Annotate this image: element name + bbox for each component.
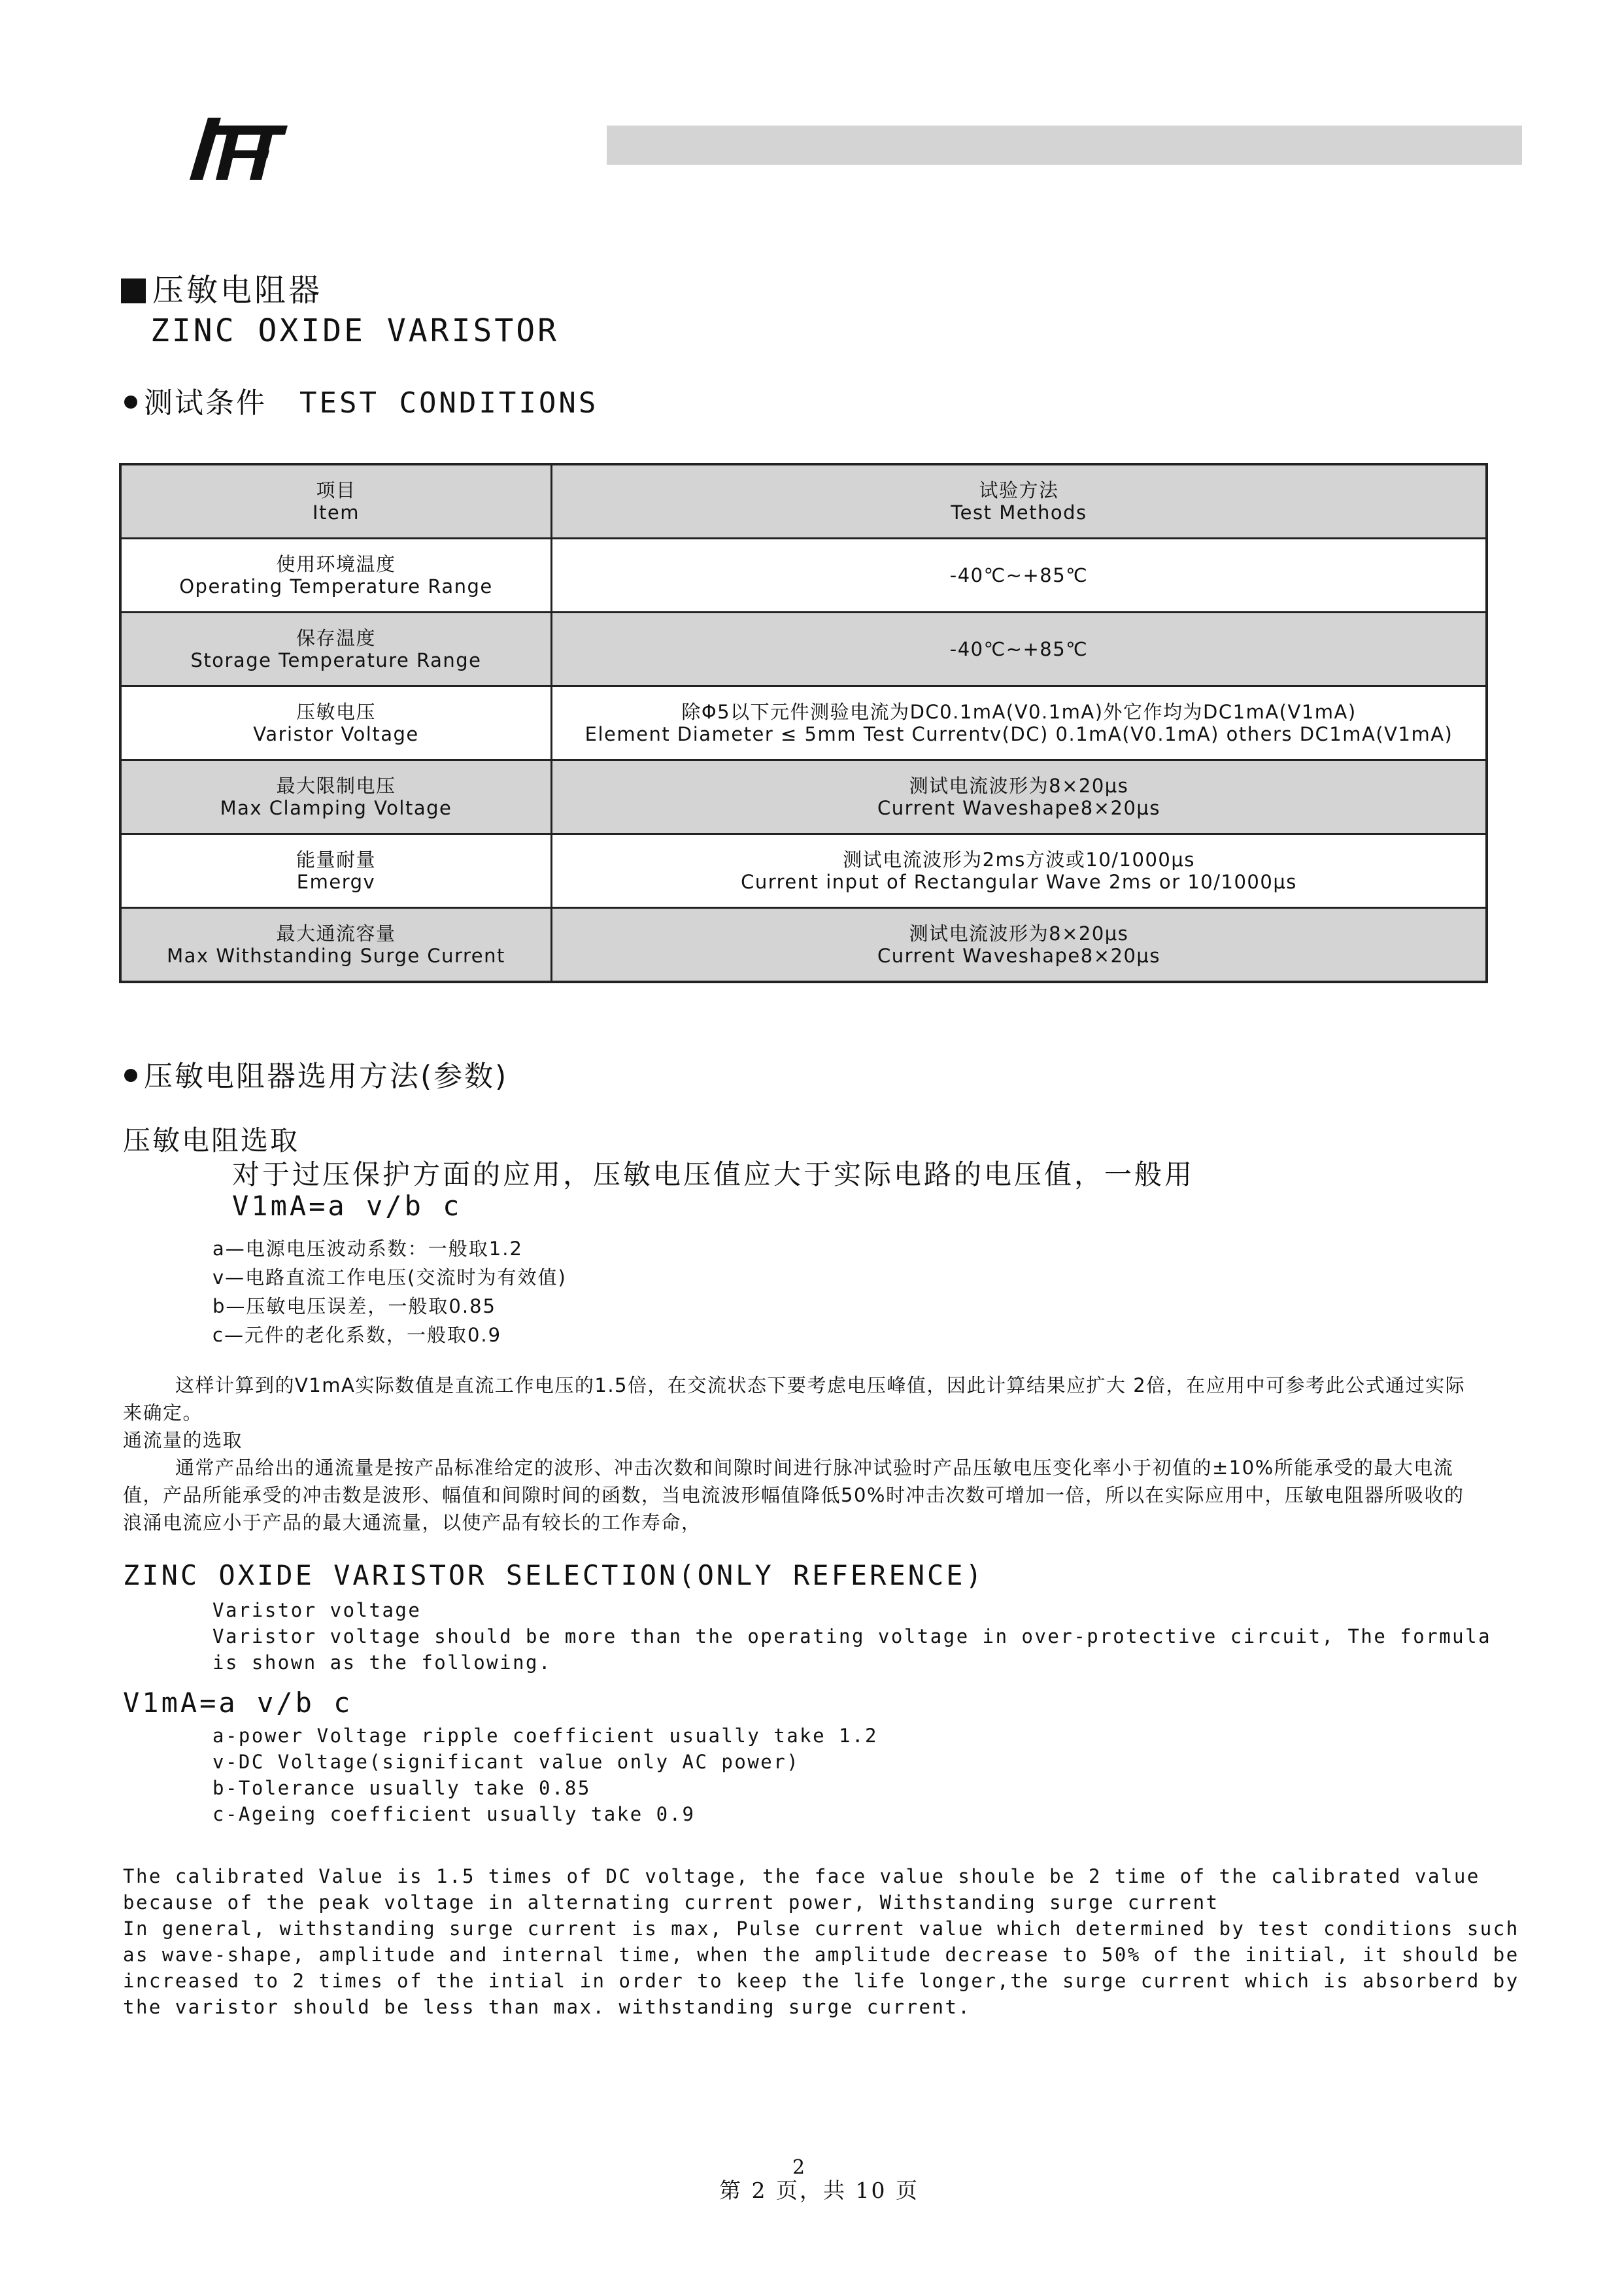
surge-paragraph: In general, withstanding surge current is max, Pulse current value which determined by test conditions such as wave-shape, amplitude and internal time, when the amplitude decrease to 50% of the initial, it should be increased to 2 times of the intial in order to keep the life longer,the surge current which is absorberd by the varistor should be less than max. withstanding surge current. xyxy=(123,1917,1519,2018)
page-title-cn: 压敏电阻器 xyxy=(121,265,322,310)
definition-item: b-Tolerance usually take 0.85 xyxy=(212,1777,591,1799)
formula-cn: V1mA=a v/b c xyxy=(232,1190,462,1222)
table-cell-method: 测试电流波形为2ms方波或10/1000μs Current input of Rectangular Wave 2ms or 10/1000μs xyxy=(552,834,1487,908)
table-row xyxy=(120,760,1487,834)
definition-item: a-power Voltage ripple coefficient usually take 1.2 xyxy=(212,1725,878,1747)
table-cell-item: 能量耐量 Emergv xyxy=(120,834,552,908)
table-cell-method: 除Φ5以下元件测验电流为DC0.1mA(V0.1mA)外它作均为DC1mA(V1mA) Element Diameter ≤ 5mm Test Currentv(DC) 0.1mA(V0.1mA) others DC1mA(V1mA) xyxy=(552,686,1487,760)
explanation-en xyxy=(123,1863,1529,2020)
definition-item: c—元件的老化系数，一般取0.9 xyxy=(212,1324,502,1346)
formula-en: V1mA=a v/b c xyxy=(123,1687,353,1719)
selection-rule-cn: 对于过压保护方面的应用，压敏电压值应大于实际电路的电压值，一般用 xyxy=(232,1158,1195,1190)
varistor-voltage-heading: Varistor voltage xyxy=(212,1599,422,1621)
table-header-method: 试验方法 Test Methods xyxy=(552,464,1487,539)
table-cell-method: -40℃~+85℃ xyxy=(552,539,1487,613)
table-row xyxy=(120,686,1487,760)
calibrated-paragraph: The calibrated Value is 1.5 times of DC voltage, the face value shoule be 2 time of the calibrated value because of the peak voltage in alternating current power, Withstanding surge current xyxy=(123,1865,1480,1914)
formula-definitions-cn xyxy=(212,1234,567,1349)
selection-heading-cn: 压敏电阻选取 xyxy=(123,1124,300,1156)
page-footer: 第 2 页，共 10 页 xyxy=(719,2178,919,2203)
table-cell-item: 最大通流容量 Max Withstanding Surge Current xyxy=(120,908,552,983)
section-heading-test-conditions: 测试条件 TEST CONDITIONS xyxy=(124,379,598,421)
page-number: 2 xyxy=(792,2156,805,2179)
table-row xyxy=(120,539,1487,613)
calculation-paragraph: 这样计算到的V1mA实际数值是直流工作电压的1.5倍，在交流状态下要考虑电压峰值，因此计算结果应扩大 2倍，在应用中可参考此公式通过实际来确定。 xyxy=(123,1374,1466,1424)
table-cell-method: 测试电流波形为8×20μs Current Waveshape8×20μs xyxy=(552,908,1487,983)
table-cell-item: 压敏电压 Varistor Voltage xyxy=(120,686,552,760)
varistor-voltage-en xyxy=(212,1597,1520,1676)
square-bullet-icon xyxy=(121,278,146,303)
table-row xyxy=(120,908,1487,983)
table-cell-item: 保存温度 Storage Temperature Range xyxy=(120,613,552,686)
flow-heading: 通流量的选取 xyxy=(123,1429,243,1451)
definition-item: c-Ageing coefficient usually take 0.9 xyxy=(212,1803,696,1825)
varistor-voltage-text: Varistor voltage should be more than the operating voltage in over-protective circuit, The formula is shown as the following. xyxy=(212,1625,1492,1674)
page-title-en: ZINC OXIDE VARISTOR xyxy=(150,312,560,349)
table-header-item: 项目 Item xyxy=(120,464,552,539)
definition-item: a—电源电压波动系数：一般取1.2 xyxy=(212,1238,523,1260)
table-cell-item: 最大限制电压 Max Clamping Voltage xyxy=(120,760,552,834)
table-cell-method: 测试电流波形为8×20μs Current Waveshape8×20μs xyxy=(552,760,1487,834)
bullet-icon xyxy=(124,1069,137,1082)
table-row xyxy=(120,613,1487,686)
table-cell-method: -40℃~+85℃ xyxy=(552,613,1487,686)
bullet-icon xyxy=(124,396,137,409)
header-bar xyxy=(607,126,1522,165)
definition-item: v—电路直流工作电压(交流时为有效值) xyxy=(212,1266,567,1289)
section-heading-selection: 压敏电阻器选用方法(参数) xyxy=(124,1053,508,1094)
definition-item: b—压敏电压误差，一般取0.85 xyxy=(212,1295,496,1317)
explanation-cn xyxy=(123,1372,1483,1536)
test-conditions-table xyxy=(119,463,1488,983)
selection-title-en: ZINC OXIDE VARISTOR SELECTION(ONLY REFERENCE) xyxy=(123,1559,985,1591)
formula-definitions-en xyxy=(212,1723,878,1827)
table-row xyxy=(120,834,1487,908)
table-cell-item: 使用环境温度 Operating Temperature Range xyxy=(120,539,552,613)
table-header-row xyxy=(120,464,1487,539)
flow-paragraph: 通常产品给出的通流量是按产品标准给定的波形、冲击次数和间隙时间进行脉冲试验时产品压敏电压变化率小于初值的±10%所能承受的最大电流值，产品所能承受的冲击数是波形、幅值和间隙时间的函数，当电流波形幅值降低50%时冲击次数可增加一倍，所以在实际应用中，压敏电阻器所吸收的浪涌电流应小于产品的最大通流量，以使产品有较长的工作寿命， xyxy=(123,1457,1464,1534)
company-logo-icon xyxy=(190,118,288,180)
definition-item: v-DC Voltage(significant value only AC power) xyxy=(212,1751,800,1773)
